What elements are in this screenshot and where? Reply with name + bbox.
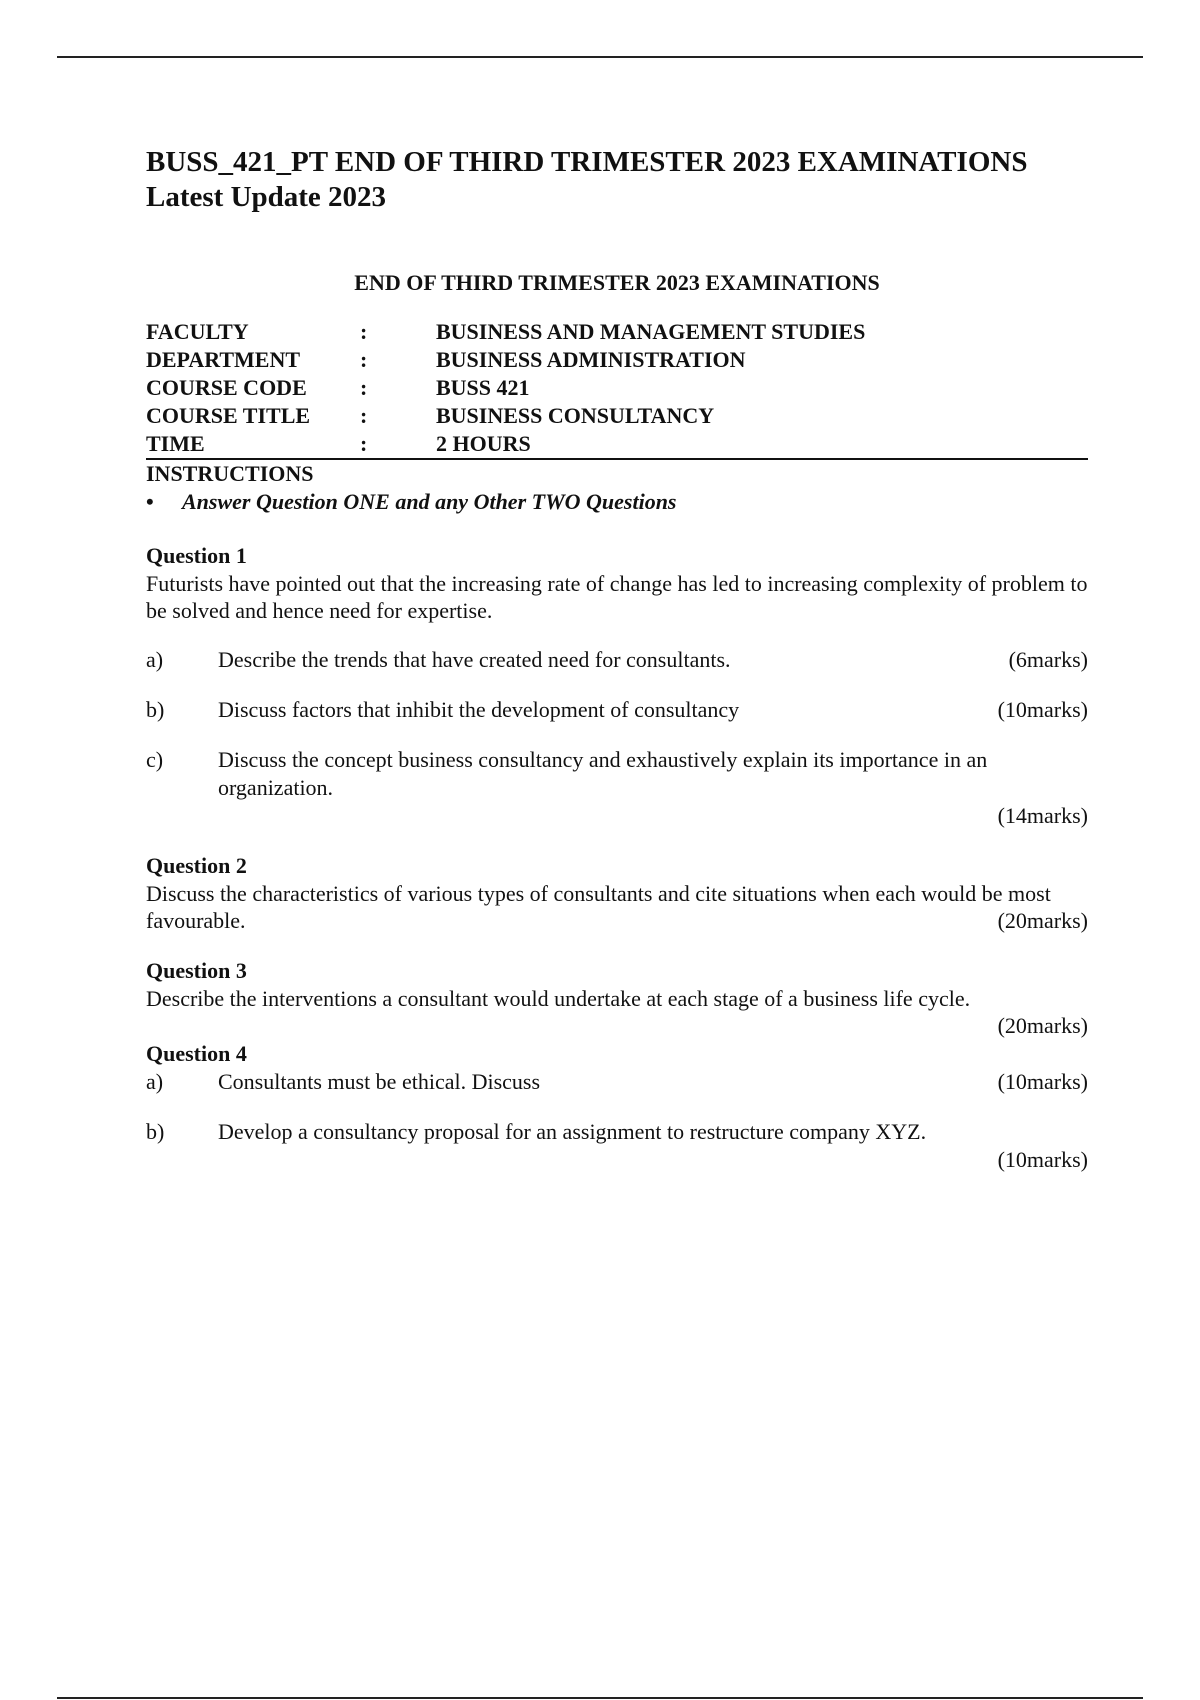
title-line-1: BUSS_421_PT END OF THIRD TRIMESTER 2023 EXAMINATIONS bbox=[146, 146, 1028, 178]
info-label: COURSE TITLE bbox=[146, 403, 311, 428]
info-separator: : bbox=[360, 319, 368, 344]
info-separator: : bbox=[360, 430, 436, 459]
question-1-title: Question 1 bbox=[146, 543, 247, 568]
info-value: BUSINESS ADMINISTRATION bbox=[436, 347, 746, 372]
question-3-text: Describe the interventions a consultant would undertake at each stage of a business life cycle. bbox=[146, 986, 971, 1011]
info-row-department bbox=[146, 346, 1088, 374]
instructions-title: INSTRUCTIONS bbox=[146, 461, 314, 486]
info-label: DEPARTMENT bbox=[146, 347, 301, 372]
info-separator: : bbox=[360, 347, 368, 372]
part-marks: (6marks) bbox=[1008, 647, 1088, 672]
question-3-marks: (20marks) bbox=[997, 1013, 1088, 1038]
question-1-part-a bbox=[146, 646, 1088, 674]
part-label: b) bbox=[146, 697, 165, 722]
document-title bbox=[146, 145, 1088, 215]
part-label: a) bbox=[146, 647, 164, 672]
part-text: Consultants must be ethical. Discuss bbox=[218, 1069, 541, 1094]
top-rule bbox=[57, 56, 1143, 58]
instruction-text: Answer Question ONE and any Other TWO Questions bbox=[182, 489, 677, 514]
question-1-intro: Futurists have pointed out that the increasing rate of change has led to increasing complexity of problem to be solved and hence need for expertise. bbox=[146, 571, 1088, 623]
info-value: BUSINESS AND MANAGEMENT STUDIES bbox=[436, 319, 866, 344]
part-label: c) bbox=[146, 747, 164, 772]
part-label: b) bbox=[146, 1119, 165, 1144]
part-text: Discuss the concept business consultancy and exhaustively explain its importance in an organization. bbox=[218, 747, 988, 800]
info-value: 2 HOURS bbox=[436, 430, 1088, 459]
question-2-text: Discuss the characteristics of various types of consultants and cite situations when each would be most favourable. bbox=[146, 881, 1051, 933]
info-label: FACULTY bbox=[146, 319, 249, 344]
question-1-part-c bbox=[146, 746, 1088, 802]
info-label: TIME bbox=[146, 430, 360, 459]
part-text: Develop a consultancy proposal for an assignment to restructure company XYZ. bbox=[218, 1119, 927, 1144]
info-value: BUSINESS CONSULTANCY bbox=[436, 403, 715, 428]
question-1-part-b bbox=[146, 696, 1088, 724]
question-4-title: Question 4 bbox=[146, 1041, 247, 1066]
part-text: Describe the trends that have created need for consultants. bbox=[218, 647, 731, 672]
part-marks: (14marks) bbox=[997, 803, 1088, 828]
course-info-table bbox=[146, 318, 1088, 460]
question-2-title: Question 2 bbox=[146, 853, 247, 878]
info-row-time bbox=[146, 430, 1088, 459]
exam-heading: END OF THIRD TRIMESTER 2023 EXAMINATIONS bbox=[354, 270, 880, 295]
question-4-part-b bbox=[146, 1118, 1088, 1146]
part-text: Discuss factors that inhibit the development of consultancy bbox=[218, 697, 740, 722]
info-separator: : bbox=[360, 403, 368, 428]
info-row-faculty bbox=[146, 318, 1088, 346]
part-marks: (10marks) bbox=[997, 697, 1088, 722]
part-marks: (10marks) bbox=[997, 1147, 1088, 1172]
info-row-course-code bbox=[146, 374, 1088, 402]
info-separator: : bbox=[360, 375, 368, 400]
part-marks: (10marks) bbox=[997, 1069, 1088, 1094]
info-label: COURSE CODE bbox=[146, 375, 307, 400]
title-line-2: Latest Update 2023 bbox=[146, 181, 387, 213]
bullet-icon: • bbox=[146, 489, 154, 514]
instruction-item bbox=[146, 488, 1088, 516]
bottom-rule bbox=[57, 1697, 1143, 1699]
question-4-part-a bbox=[146, 1068, 1088, 1096]
question-2-marks: (20marks) bbox=[997, 908, 1088, 933]
exam-paper bbox=[146, 145, 1088, 1174]
info-value: BUSS 421 bbox=[436, 375, 530, 400]
part-label: a) bbox=[146, 1069, 164, 1094]
info-row-course-title bbox=[146, 402, 1088, 430]
question-3-title: Question 3 bbox=[146, 958, 247, 983]
